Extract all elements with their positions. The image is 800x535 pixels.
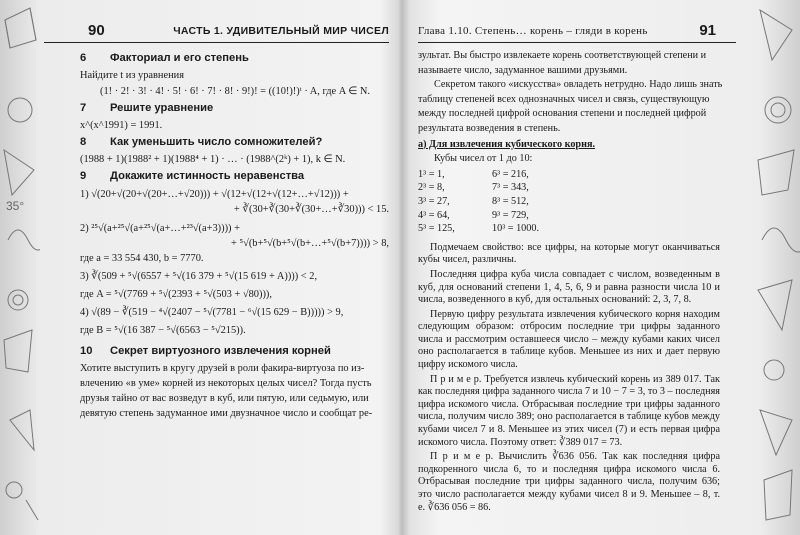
svg-text:35°: 35° xyxy=(6,199,25,213)
inequality-line: 1) √(20+√(20+√(20+…+√20))) + √(12+√(12+√(12+…+√12))) + xyxy=(80,189,349,200)
problem-8 xyxy=(80,136,389,166)
cube-entry: 8³ = 512, xyxy=(492,195,529,207)
equation: x^(x^1991) = 1991. xyxy=(80,120,163,131)
paragraph: Первую цифру результата извлечения кубического корня находим следующим образом: отбросим последние три цифры заданного числа и рассмотрим оставшееся число – между кубами каких чисел оно располагается в таблице кубов. Меньшее из них и дает первую цифру искомого числа. xyxy=(418,308,720,371)
geometric-doodles-icon xyxy=(752,0,800,535)
problem-heading: 9 Докажите истинность неравенства xyxy=(80,170,305,182)
body-text-line: результата возведения в степень. xyxy=(418,122,561,134)
cube-entry: 7³ = 343, xyxy=(492,182,529,194)
right-page-content xyxy=(418,48,723,516)
inequality-line: + ⁵√(b+⁵√(b+⁵√(b+…+⁵√(b+7)))) > 8, xyxy=(231,238,389,249)
cubes-intro: Кубы чисел от 1 до 10: xyxy=(434,153,533,165)
inequality-line: 4) √(89 − ∛(519 − ⁴√(2407 − ⁵√(7781 − ⁶√(15 629 − B))))) > 9, xyxy=(80,307,344,318)
paragraph: Подмечаем свойство: все цифры, на которые могут оканчиваться кубы чисел, различны. xyxy=(418,241,720,266)
body-text-line: между последней цифрой основания степени и последней цифрой xyxy=(418,108,707,120)
problem-text: Найдите t из уравнения xyxy=(80,70,185,81)
running-head-left xyxy=(44,22,389,43)
inequality-line: 2) ²⁵√(a+²⁵√(a+²⁵√(a+…+²³√(a+3)))) + xyxy=(80,223,240,234)
inequality-line: где A = ⁵√(7769 + ⁵√(2393 + ⁵√(503 + √80))), xyxy=(80,289,272,300)
body-text-line: друзья тайно от вас возведут в куб, или пятую, или седьмую, или xyxy=(80,393,369,404)
right-page xyxy=(418,0,736,535)
cube-entry: 10³ = 1000. xyxy=(492,223,540,235)
problem-10 xyxy=(80,345,389,420)
body-text-line: влечению «в уме» корней из некоторых целых чисел? Тогда пусть xyxy=(80,378,372,389)
problem-heading: 8 Как уменьшить число сомножителей? xyxy=(80,136,323,148)
geometric-doodles-icon xyxy=(0,0,40,535)
inequality-line: где B = ⁵√(16 387 − ⁵√(6563 − ⁵√215)). xyxy=(80,325,246,336)
body-text-line: девятую степень задуманное ими двузначное число и сообщат ре- xyxy=(80,408,373,419)
subheading: а) Для извлечения кубического корня. xyxy=(418,138,596,150)
left-page-content xyxy=(80,48,389,422)
cube-entry: 4³ = 64, xyxy=(418,209,450,221)
cube-entry: 6³ = 216, xyxy=(492,168,529,180)
cube-entry: 3³ = 27, xyxy=(418,195,450,207)
inequality-line: где a = 33 554 430, b = 7770. xyxy=(80,253,204,264)
equation: (1! · 2! · 3! · 4! · 5! · 6! · 7! · 8! · 9!)! = ((10!)!)ᵗ · A, где A ∈ N. xyxy=(100,86,371,97)
cube-entry: 9³ = 729, xyxy=(492,209,529,221)
body-text-line: называете число, задуманное вашими друзьями. xyxy=(418,64,628,76)
equation: (1988 + 1)(1988² + 1)(1988⁴ + 1) · … · (1988^(2ᵏ) + 1), k ∈ N. xyxy=(80,154,346,165)
paragraph: П р и м е р. Вычислить ∛636 056. Так как последняя цифра подкоренного числа 6, то и последняя цифра искомого числа 6. Отбрасывая последние три цифры заданного числа, получим 636; это число располагается между кубами чисел 8 и 9. Меньшее – 8, т. е. ∛636 056 = 86. xyxy=(418,451,720,513)
problem-7 xyxy=(80,102,389,132)
body-text-line: Хотите выступить в кругу друзей в роли факира-виртуоза по из- xyxy=(80,363,365,374)
body-text-line: таблицу степеней всех однозначных чисел и связь, существующую xyxy=(418,93,710,105)
body-text-line: Секретом такого «искусства» овладеть нетрудно. Надо лишь знать xyxy=(434,79,723,91)
inequality-line: 3) ∛(509 + ⁵√(6557 + ⁵√(16 379 + ⁵√(15 619 + A)))) < 2, xyxy=(80,271,318,282)
left-page xyxy=(44,0,389,535)
problem-6 xyxy=(80,52,389,98)
cubes-table xyxy=(418,169,720,236)
running-head-title: Глава 1.10. Степень… корень – гляди в корень xyxy=(418,25,648,37)
inequality-line: + ∛(30+∛(30+∛(30+…+∛30))) < 15. xyxy=(233,204,389,215)
running-head-title: ЧАСТЬ 1. УДИВИТЕЛЬНЫЙ МИР ЧИСЕЛ xyxy=(173,25,389,37)
problem-heading: 7 Решите уравнение xyxy=(80,102,214,114)
left-margin-decoration xyxy=(0,0,40,535)
problem-heading: 6 Факториал и его степень xyxy=(80,52,249,64)
running-head-right xyxy=(418,22,736,43)
body-text-line: зультат. Вы быстро извлекаете корень соответствующей степени и xyxy=(418,50,707,61)
cube-entry: 2³ = 8, xyxy=(418,182,445,194)
page-number: 91 xyxy=(699,22,716,39)
cube-entry: 5³ = 125, xyxy=(418,223,455,235)
paragraph: Последняя цифра куба числа совпадает с числом, возведенным в куб, для оснований степени 1, 4, 5, 6, 9 и равна разности числа 10 и числа, возведенного в куб, для остальных оснований: 2, 3, 7, 8. xyxy=(418,268,720,306)
problem-9 xyxy=(80,170,389,337)
paragraph: П р и м е р. Требуется извлечь кубический корень из 389 017. Так как последняя цифра заданного числа 7 и 10 − 7 = 3, то 3 – последняя цифра искомого числа. Отбрасывая последние три цифры заданного числа, получим число 389; оно располагается в таблице кубов между кубами чисел 7 и 8. Меньшее из этих чисел (7) и есть первая цифра искомого числа. Поэтому ответ: ∛389 017 = 73. xyxy=(418,373,720,448)
right-margin-decoration xyxy=(752,0,800,535)
page-number: 90 xyxy=(88,22,105,39)
cube-entry: 1³ = 1, xyxy=(418,168,445,180)
problem-heading: 10 Секрет виртуозного извлечения корней xyxy=(80,345,331,357)
